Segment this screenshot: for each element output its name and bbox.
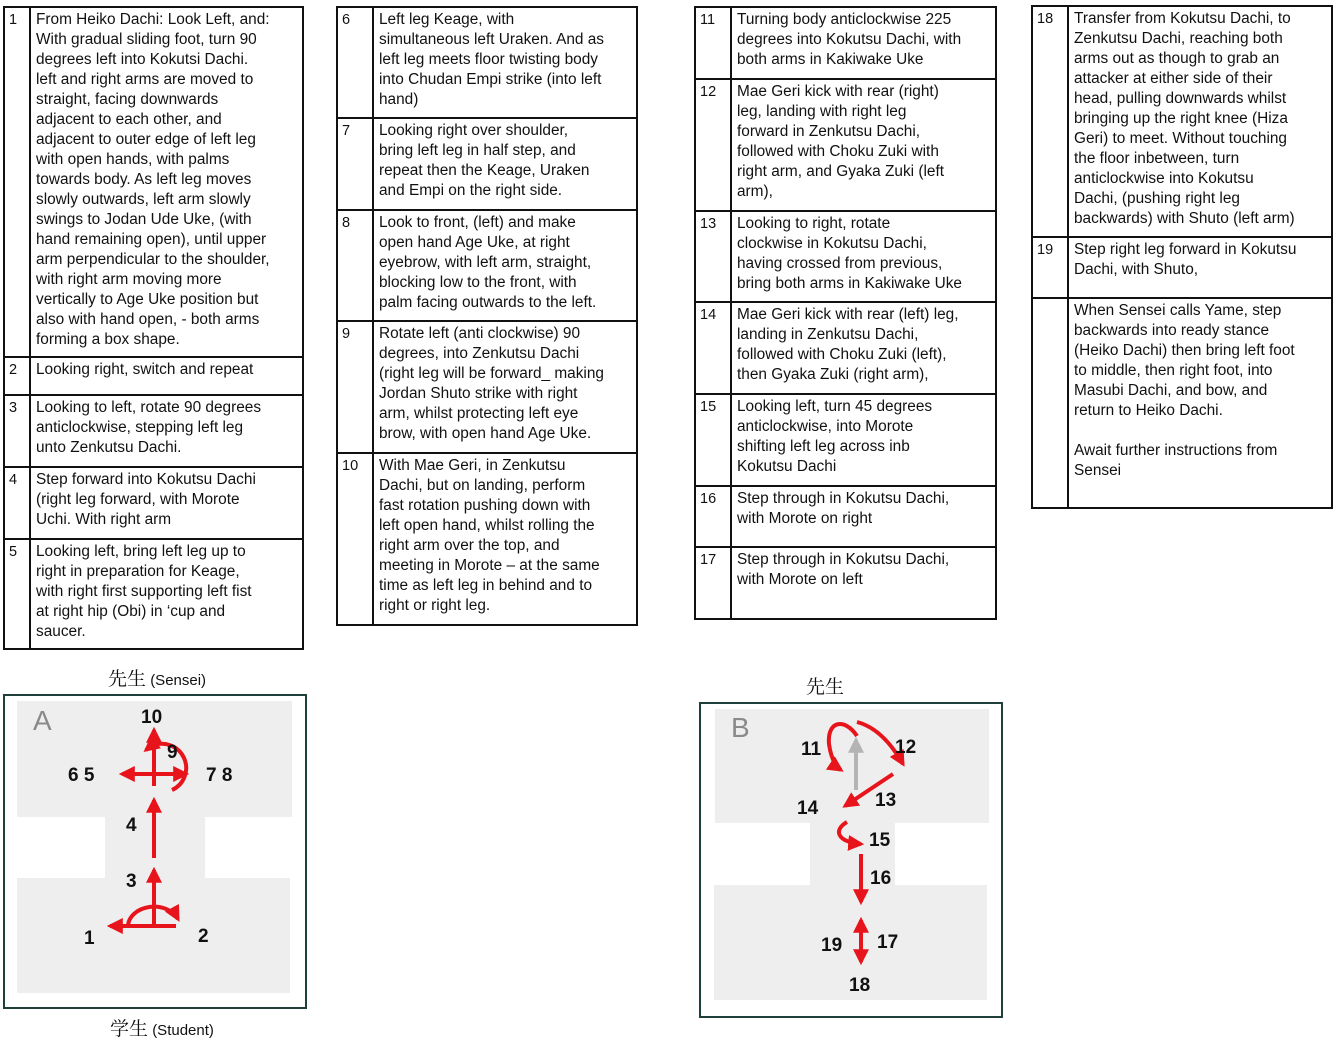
step-label: 1 bbox=[84, 928, 95, 949]
step-text: Transfer from Kokutsu Dachi, to Zenkutsu Dachi, reaching both arms out as though to grab an attacker at either side of their head, pulling downwards whilst bringing up the right knee (Hiza Geri) to meet. Without touching the floor inbetween, turn anticlockwise into Kokutsu Dachi, (pushing right leg backwards) with Shuto (left arm) bbox=[1068, 6, 1332, 237]
step-text: With Mae Geri, in Zenkutsu Dachi, but on landing, perform fast rotation pushing down with left open hand, whilst rolling the right arm over the top, and meeting in Morote – at the same time as left leg in behind and to right or right leg. bbox=[373, 453, 637, 625]
step-text: Looking right, switch and repeat bbox=[30, 357, 303, 395]
step-label: 2 bbox=[198, 926, 209, 947]
step-label: 7 8 bbox=[206, 765, 233, 786]
table-row bbox=[4, 357, 303, 395]
sensei-kanji: 先生 bbox=[108, 668, 147, 690]
step-text: When Sensei calls Yame, step backwards into ready stance (Heiko Dachi) then bring left foot to middle, then right foot, into Masubi Dachi, and bow, and return to Heiko Dachi. Await further instructions from Sensei bbox=[1068, 298, 1332, 508]
step-number: 17 bbox=[695, 547, 731, 619]
step-text: Looking left, turn 45 degrees anticlockwise, into Morote shifting left leg across inb Kokutsu Dachi bbox=[731, 394, 996, 486]
step-label: 4 bbox=[126, 815, 137, 836]
step-number: 18 bbox=[1032, 6, 1068, 237]
sensei-caption-b bbox=[806, 672, 844, 699]
step-label: 15 bbox=[869, 830, 891, 851]
step-label: 6 5 bbox=[68, 765, 95, 786]
step-text: Mae Geri kick with rear (left) leg, landing in Zenkutsu Dachi, followed with Choku Zuki (left), then Gyaka Zuki (right arm), bbox=[731, 302, 996, 394]
step-number: 3 bbox=[4, 395, 30, 467]
student-kanji: 学生 bbox=[110, 1018, 149, 1040]
sensei-kanji: 先生 bbox=[806, 676, 845, 698]
table-row bbox=[695, 79, 996, 211]
step-text: From Heiko Dachi: Look Left, and: With gradual sliding foot, turn 90 degrees left into Kokutsi Dachi. left and right arms are moved to straight, facing downwards adjacent to each other, and adjacent to outer edge of left leg with open hands, with palms towards body. As left leg moves slowly outwards, left arm slowly swings to Jodan Ude Uke, (with hand remaining open), until upper arm perpendicular to the shoulder, with right arm moving more vertically to Age Uke position but also with hand open, - both arms forming a box shape. bbox=[30, 7, 303, 357]
step-number: 19 bbox=[1032, 237, 1068, 298]
step-text: Left leg Keage, with simultaneous left Uraken. And as left leg meets floor twisting body into Chudan Empi strike (into left hand) bbox=[373, 7, 637, 118]
step-text: Rotate left (anti clockwise) 90 degrees, into Zenkutsu Dachi (right leg will be forward_ making Jordan Shuto strike with right arm, whilst protecting left eye brow, with open hand Age Uke. bbox=[373, 321, 637, 453]
table-row bbox=[337, 7, 637, 118]
step-label: 16 bbox=[870, 868, 892, 889]
table-row bbox=[1032, 298, 1332, 508]
step-text: Step through in Kokutsu Dachi, with Morote on left bbox=[731, 547, 996, 619]
table-row bbox=[337, 210, 637, 321]
table-row bbox=[695, 7, 996, 79]
step-text: Looking left, bring left leg up to right in preparation for Keage, with right first supporting left fist at right hip (Obi) in ‘cup and saucer. bbox=[30, 539, 303, 649]
table-row bbox=[337, 321, 637, 453]
table-row bbox=[1032, 237, 1332, 298]
step-text: Mae Geri kick with rear (right) leg, landing with right leg forward in Zenkutsu Dachi, followed with Choku Zuki with right arm, and Gyaka Zuki (left arm), bbox=[731, 79, 996, 211]
step-text: Step right leg forward in Kokutsu Dachi, with Shuto, bbox=[1068, 237, 1332, 298]
step-label: 11 bbox=[801, 739, 822, 760]
table-row bbox=[1032, 6, 1332, 237]
table-row bbox=[695, 547, 996, 619]
step-text: Looking to right, rotate clockwise in Kokutsu Dachi, having crossed from previous, bring both arms in Kakiwake Uke bbox=[731, 211, 996, 302]
table-row bbox=[4, 7, 303, 357]
student-caption-a bbox=[110, 1014, 214, 1041]
step-label: 9 bbox=[167, 742, 178, 763]
step-number: 12 bbox=[695, 79, 731, 211]
step-number bbox=[1032, 298, 1068, 508]
step-label: 14 bbox=[797, 798, 819, 819]
sensei-caption-a bbox=[108, 664, 206, 691]
diagram-letter: A bbox=[33, 705, 52, 736]
step-number: 7 bbox=[337, 118, 373, 210]
step-number: 11 bbox=[695, 7, 731, 79]
diagram-a bbox=[0, 690, 312, 1012]
table-row bbox=[695, 394, 996, 486]
step-number: 5 bbox=[4, 539, 30, 649]
diagram-b bbox=[695, 698, 1007, 1022]
step-number: 6 bbox=[337, 7, 373, 118]
step-number: 16 bbox=[695, 486, 731, 547]
step-number: 9 bbox=[337, 321, 373, 453]
sensei-label: (Sensei) bbox=[150, 672, 207, 689]
step-number: 1 bbox=[4, 7, 30, 357]
table-row bbox=[695, 486, 996, 547]
step-label: 10 bbox=[141, 707, 163, 728]
step-text: Looking to left, rotate 90 degrees anticlockwise, stepping left leg unto Zenkutsu Dachi. bbox=[30, 395, 303, 467]
student-label: (Student) bbox=[152, 1022, 214, 1039]
step-label: 12 bbox=[895, 737, 917, 758]
steps-table-1 bbox=[3, 6, 304, 650]
step-number: 8 bbox=[337, 210, 373, 321]
table-row bbox=[695, 211, 996, 302]
step-text: Look to front, (left) and make open hand Age Uke, at right eyebrow, with left arm, straight, blocking low to the front, with palm facing outwards to the left. bbox=[373, 210, 637, 321]
table-row bbox=[337, 118, 637, 210]
steps-table-4 bbox=[1031, 5, 1333, 509]
steps-table-2 bbox=[336, 6, 638, 626]
table-row bbox=[4, 395, 303, 467]
step-text: Step through in Kokutsu Dachi, with Morote on right bbox=[731, 486, 996, 547]
step-number: 15 bbox=[695, 394, 731, 486]
table-row bbox=[4, 467, 303, 539]
step-label: 19 bbox=[821, 935, 843, 956]
table-row bbox=[337, 453, 637, 625]
diagram-letter: B bbox=[731, 712, 750, 743]
step-label: 17 bbox=[877, 932, 899, 953]
step-number: 10 bbox=[337, 453, 373, 625]
step-number: 2 bbox=[4, 357, 30, 395]
table-row bbox=[4, 539, 303, 649]
step-number: 14 bbox=[695, 302, 731, 394]
step-text: Turning body anticlockwise 225 degrees into Kokutsu Dachi, with both arms in Kakiwake Uke bbox=[731, 7, 996, 79]
step-text: Step forward into Kokutsu Dachi (right leg forward, with Morote Uchi. With right arm bbox=[30, 467, 303, 539]
step-label: 13 bbox=[875, 790, 897, 811]
step-number: 13 bbox=[695, 211, 731, 302]
step-label: 3 bbox=[126, 871, 137, 892]
step-text: Looking right over shoulder, bring left leg in half step, and repeat then the Keage, Uraken and Empi on the right side. bbox=[373, 118, 637, 210]
step-number: 4 bbox=[4, 467, 30, 539]
steps-table-3 bbox=[694, 6, 997, 620]
step-label: 18 bbox=[849, 975, 871, 996]
table-row bbox=[695, 302, 996, 394]
